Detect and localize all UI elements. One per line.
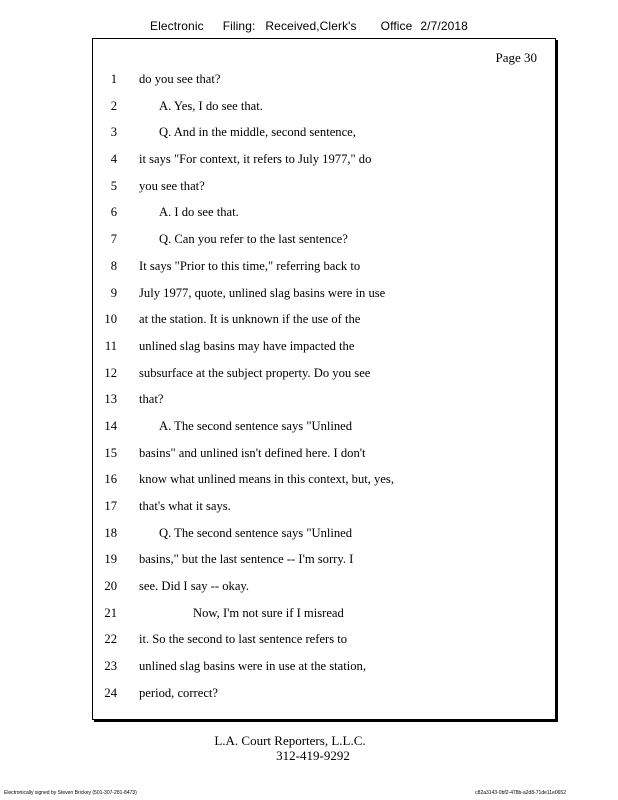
line-text: do you see that? <box>139 72 221 86</box>
line-number: 4 <box>110 152 117 167</box>
line-number: 9 <box>110 285 117 300</box>
line-number: 23 <box>104 659 117 674</box>
transcript-line <box>93 173 555 200</box>
line-text: July 1977, quote, unlined slag basins were in use <box>139 285 386 300</box>
line-text: unlined slag basins may have impacted the <box>139 338 355 353</box>
footer-document-hash: c82a3143-0bf2-478b-a2d8-71de11e0652 <box>475 790 566 796</box>
line-text: see. Did I say -- okay. <box>139 579 250 594</box>
line-number: 3 <box>110 125 117 140</box>
transcript-line <box>93 573 555 600</box>
transcript-line <box>93 119 555 146</box>
transcript-line <box>93 280 555 307</box>
line-text: it. So the second to last sentence refers to <box>139 632 348 647</box>
line-number: 21 <box>104 605 117 620</box>
transcript-lines <box>93 66 555 707</box>
line-number: 16 <box>104 472 117 487</box>
transcript-line <box>93 146 555 173</box>
line-text: Q. Can you refer to the last sentence? <box>159 232 348 247</box>
transcript-line <box>93 493 555 520</box>
line-number: 22 <box>104 632 117 647</box>
line-text: Q. The second sentence says "Unlined <box>159 525 353 540</box>
line-text: subsurface at the subject property. Do you see <box>139 365 371 380</box>
page-number: Page 30 <box>495 50 537 65</box>
transcript-line <box>93 413 555 440</box>
filing-header-word-office: Office <box>380 19 413 33</box>
footer-firm-name: L.A. Court Reporters, L.L.C. <box>214 733 366 748</box>
filing-header-word-electronic: Electronic <box>150 19 204 33</box>
transcript-line <box>93 226 555 253</box>
line-number: 17 <box>104 499 117 513</box>
line-number: 24 <box>104 685 117 700</box>
transcript-line <box>93 66 555 93</box>
line-text: basins," but the last sentence -- I'm sorry. I <box>139 552 354 567</box>
line-number: 13 <box>104 392 117 407</box>
line-text: you see that? <box>139 178 205 193</box>
line-number: 20 <box>104 579 117 594</box>
transcript-line <box>93 386 555 413</box>
line-text: It says "Prior to this time," referring back to <box>139 258 361 273</box>
filing-header-word-filing: Filing: <box>222 19 256 33</box>
transcript-line <box>93 253 555 280</box>
footer-phone: 312-419-9292 <box>276 748 350 763</box>
line-text: A. The second sentence says "Unlined <box>159 418 353 433</box>
transcript-line <box>93 546 555 573</box>
line-number: 6 <box>110 205 117 220</box>
line-number: 5 <box>110 178 117 193</box>
footer-signature: Electronically signed by Steven Brickey (501-307-281-8473) <box>4 790 137 796</box>
line-number: 1 <box>110 72 117 86</box>
transcript-line <box>93 653 555 680</box>
line-number: 11 <box>104 338 117 353</box>
filing-header-date: 2/7/2018 <box>420 19 468 33</box>
line-text: period, correct? <box>139 685 219 700</box>
line-text: basins" and unlined isn't defined here. I don't <box>139 445 366 460</box>
transcript-page <box>92 38 556 720</box>
line-text: that? <box>139 392 164 407</box>
line-text: unlined slag basins were in use at the station, <box>139 659 366 674</box>
line-number: 2 <box>110 98 117 113</box>
transcript-line <box>93 199 555 226</box>
line-text: Q. And in the middle, second sentence, <box>159 125 356 140</box>
line-text: that's what it says. <box>139 499 231 513</box>
transcript-line <box>93 333 555 360</box>
line-number: 19 <box>104 552 117 567</box>
line-number: 12 <box>104 365 117 380</box>
line-number: 7 <box>110 232 117 247</box>
line-number: 15 <box>104 445 117 460</box>
transcript-line <box>93 626 555 653</box>
line-text: it says "For context, it refers to July 1977," do <box>139 152 372 167</box>
line-text: A. Yes, I do see that. <box>159 98 263 113</box>
line-text: know what unlined means in this context, but, yes, <box>139 472 394 487</box>
transcript-line <box>93 600 555 627</box>
line-text: Now, I'm not sure if I misread <box>193 605 344 620</box>
filing-header-word-received: Received,Clerk's <box>265 19 357 33</box>
transcript-line <box>93 466 555 493</box>
line-text: A. I do see that. <box>159 205 239 220</box>
line-number: 10 <box>104 312 117 327</box>
transcript-line <box>93 360 555 387</box>
transcript-line <box>93 93 555 120</box>
line-text: at the station. It is unknown if the use of the <box>139 312 361 327</box>
transcript-line <box>93 520 555 547</box>
line-number: 8 <box>110 258 117 273</box>
line-number: 18 <box>104 525 117 540</box>
line-number: 14 <box>104 418 117 433</box>
filing-header <box>150 19 468 33</box>
transcript-line <box>93 680 555 707</box>
transcript-line <box>93 440 555 467</box>
transcript-line <box>93 306 555 333</box>
